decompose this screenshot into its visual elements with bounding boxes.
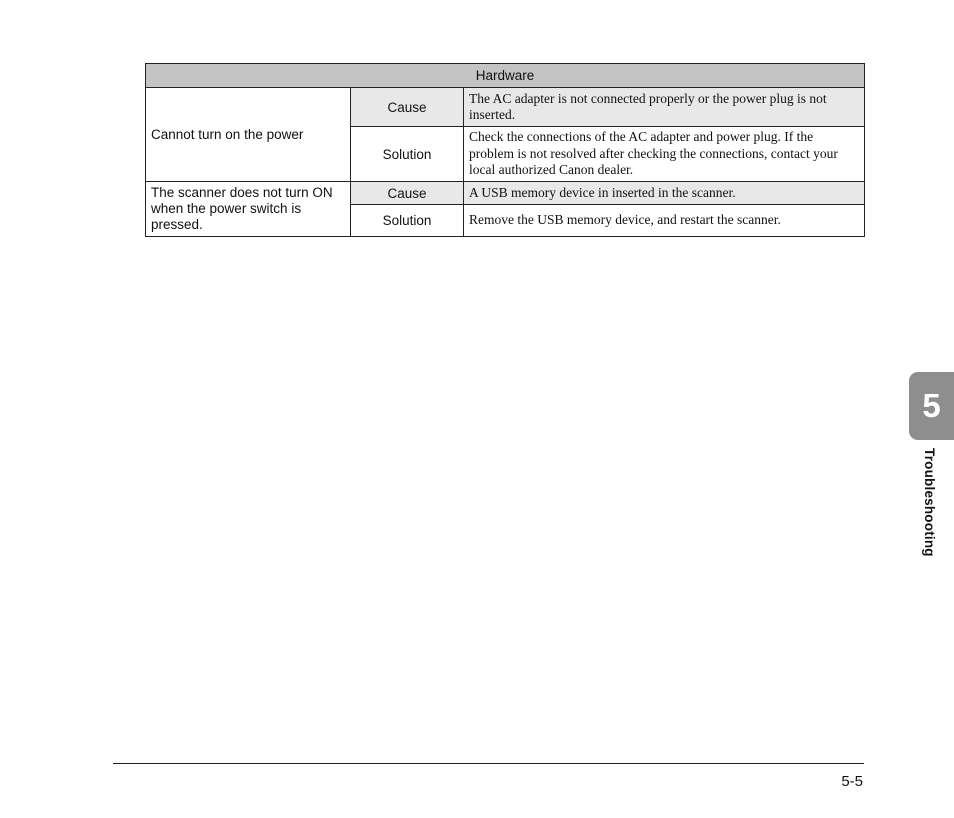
troubleshooting-table [145,63,865,237]
problem-cell: The scanner does not turn ON when the power switch is pressed. [146,182,351,237]
table-row [146,88,865,127]
page-number: 5-5 [841,773,863,790]
cause-text: The AC adapter is not connected properly or the power plug is not inserted. [464,88,865,127]
cause-text: A USB memory device in inserted in the scanner. [464,182,865,205]
problem-cell: Cannot turn on the power [146,88,351,182]
table-row [146,182,865,205]
table-header: Hardware [146,64,865,88]
chapter-number: 5 [922,387,941,424]
chapter-label: Troubleshooting [922,448,937,557]
solution-label: Solution [351,205,464,237]
solution-label: Solution [351,127,464,182]
chapter-tab [909,372,954,440]
solution-text: Check the connections of the AC adapter and power plug. If the problem is not resolved after checking the connections, contact your local authorized Canon dealer. [464,127,865,182]
solution-text: Remove the USB memory device, and restart the scanner. [464,205,865,237]
cause-label: Cause [351,88,464,127]
cause-label: Cause [351,182,464,205]
footer-divider [113,763,864,764]
table-header-row [146,64,865,88]
